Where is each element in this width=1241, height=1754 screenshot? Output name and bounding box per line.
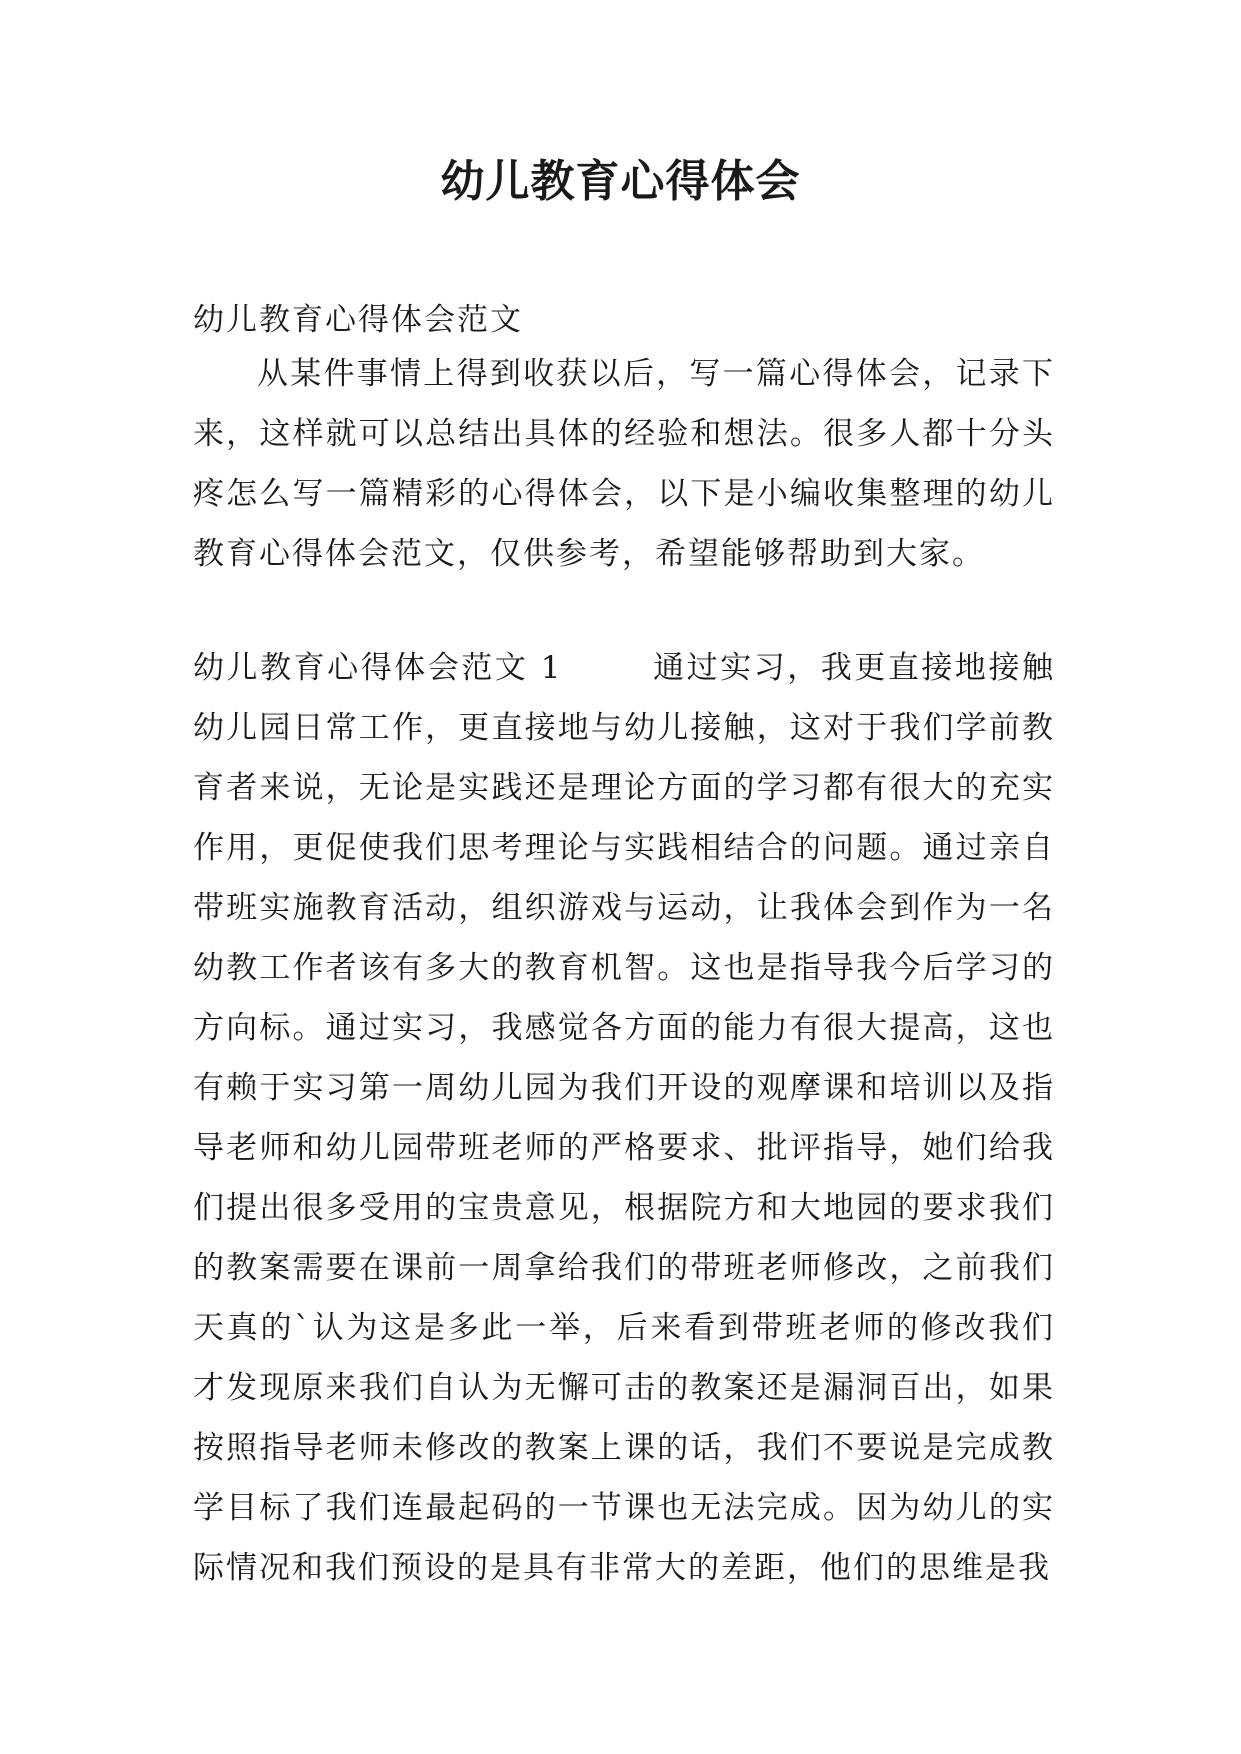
essay-body: 通过实习，我更直接地接触幼儿园日常工作，更直接地与幼儿接触，这对于我们学前教育者来说，无论是实践还是理论方面的学习都有很大的充实作用，更促使我们思考理论与实践相结合的问题。通过亲自带班实施教育活动，组织游戏与运动，让我体会到作为一名幼教工作者该有多大的教育机智。这也是指导我今后学习的方向标。通过实习，我感觉各方面的能力有很大提高，这也有赖于实习第一周幼儿园为我们开设的观摩课和培训以及指导老师和幼儿园带班老师的严格要求、批评指导，她们给我们提出很多受用的宝贵意见，根据院方和大地园的要求我们的教案需要在课前一周拿给我们的带班老师修改，之前我们天真的`认为这是多此一举，后来看到带班老师的修改我们才发现原来我们自认为无懈可击的教案还是漏洞百出，如果按照指导老师未修改的教案上课的话，我们不要说是完成教学目标了我们连最起码的一节课也无法完成。因为幼儿的实际情况和我们预设的是具有非常大的差距，他们的思维是我 — [193, 650, 1056, 1586]
intro-paragraph: 从某件事情上得到收获以后，写一篇心得体会，记录下来，这样就可以总结出具体的经验和想法。很多人都十分头疼怎么写一篇精彩的心得体会，以下是小编收集整理的幼儿教育心得体会范文，仅供参考，希望能够帮助到大家。 — [193, 356, 1055, 572]
document-subtitle: 幼儿教育心得体会范文 — [193, 302, 523, 338]
document-title: 幼儿教育心得体会 — [440, 156, 801, 207]
essay-paragraph — [193, 638, 1055, 1598]
essay-heading: 幼儿教育心得体会范文 1 — [193, 650, 563, 686]
